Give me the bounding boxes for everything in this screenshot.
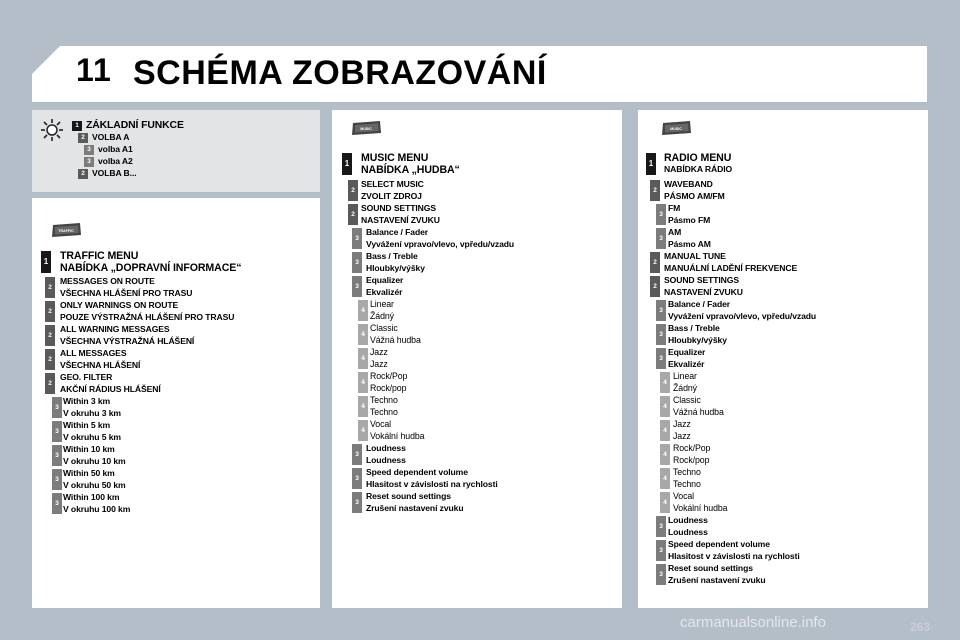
- traffic-button-icon: [50, 222, 82, 238]
- level-badge: 2: [650, 180, 660, 201]
- traffic-icon-label: TRAFFIC: [58, 229, 74, 233]
- menu-item-line1: SOUND SETTINGS: [361, 203, 436, 213]
- level-badge: 3: [352, 276, 362, 297]
- menu-item-line2: NASTAVENÍ ZVUKU: [361, 214, 440, 225]
- menu-item-line1: Linear: [673, 371, 697, 381]
- menu-item-line2: NASTAVENÍ ZVUKU: [664, 286, 743, 297]
- menu-item-line2: Hloubky/výšky: [366, 262, 425, 273]
- menu-item-line1: ALL WARNING MESSAGES: [60, 324, 170, 334]
- menu-item-line1: Equalizer: [668, 347, 706, 357]
- menu-item-line1: Classic: [673, 395, 701, 405]
- menu-item-line1: Jazz: [370, 347, 388, 357]
- menu-item-line1: Bass / Treble: [668, 323, 720, 333]
- level-badge: 3: [656, 564, 666, 585]
- level-badge: 3: [656, 228, 666, 249]
- menu-item-line1: Within 3 km: [63, 396, 111, 406]
- menu-item-line1: FM: [668, 203, 681, 213]
- basic-item: VOLBA B...: [92, 168, 137, 178]
- level-badge: 2: [45, 277, 55, 298]
- menu-subtitle: NABÍDKA „HUDBA“: [361, 164, 460, 176]
- menu-item-line2: VŠECHNA VÝSTRAŽNÁ HLÁŠENÍ: [60, 335, 195, 346]
- menu-item-line1: MESSAGES ON ROUTE: [60, 276, 155, 286]
- menu-item-line1: Within 5 km: [63, 420, 111, 430]
- menu-item-line2: Zrušení nastavení zvuku: [668, 574, 766, 585]
- level-badge: 4: [358, 420, 368, 441]
- menu-item-line1: GEO. FILTER: [60, 372, 113, 382]
- music-icon-label: MUSIC: [360, 127, 372, 131]
- level-badge: 3: [656, 324, 666, 345]
- menu-item-line2: Ekvalizér: [366, 286, 403, 297]
- menu-item-line2: V okruhu 3 km: [63, 407, 121, 418]
- menu-item-line2: V okruhu 5 km: [63, 431, 121, 442]
- menu-item-line2: Vyvážení vpravo/vlevo, vpředu/vzadu: [668, 310, 817, 321]
- menu-item-line1: Equalizer: [366, 275, 404, 285]
- level-badge: 2: [78, 133, 88, 143]
- menu-title: TRAFFIC MENU: [60, 250, 139, 262]
- menu-subtitle: NABÍDKA „DOPRAVNÍ INFORMACE“: [60, 262, 242, 274]
- level-badge: 3: [352, 252, 362, 273]
- menu-item-line2: Hlasitost v závislosti na rychlosti: [668, 550, 800, 561]
- menu-item-line1: Reset sound settings: [668, 563, 753, 573]
- level-badge: 4: [660, 396, 670, 417]
- level-badge: 4: [660, 372, 670, 393]
- level-badge: 1: [646, 153, 656, 175]
- settings-sun-icon: [40, 118, 64, 142]
- level-badge: 3: [52, 397, 62, 418]
- menu-item-line1: Speed dependent volume: [366, 467, 468, 477]
- menu-item-line2: Loudness: [366, 454, 406, 465]
- menu-item-line1: Rock/Pop: [370, 371, 408, 381]
- menu-item-line1: Loudness: [366, 443, 406, 453]
- basic-item: volba A1: [98, 144, 133, 154]
- menu-item-line2: ZVOLIT ZDROJ: [361, 190, 422, 201]
- menu-item-line2: Techno: [673, 478, 701, 489]
- level-badge: 3: [84, 157, 94, 167]
- level-badge: 3: [352, 468, 362, 489]
- level-badge: 3: [656, 300, 666, 321]
- level-badge: 4: [358, 348, 368, 369]
- level-badge: 4: [660, 468, 670, 489]
- basic-item: VOLBA A: [92, 132, 130, 142]
- menu-item-line2: Rock/pop: [673, 454, 710, 465]
- level-badge: 3: [52, 469, 62, 490]
- level-badge: 2: [650, 276, 660, 297]
- level-badge: 2: [45, 325, 55, 346]
- menu-item-line1: Within 50 km: [63, 468, 115, 478]
- level-badge: 2: [348, 180, 358, 201]
- level-badge: 2: [650, 252, 660, 273]
- menu-item-line2: Pásmo FM: [668, 214, 711, 225]
- level-badge: 3: [352, 444, 362, 465]
- level-badge: 1: [342, 153, 352, 175]
- menu-item-line2: AKČNÍ RÁDIUS HLÁŠENÍ: [60, 383, 161, 394]
- level-badge: 4: [660, 492, 670, 513]
- menu-item-line1: Speed dependent volume: [668, 539, 770, 549]
- level-badge: 2: [348, 204, 358, 225]
- level-badge: 3: [656, 516, 666, 537]
- menu-item-line1: Loudness: [668, 515, 708, 525]
- menu-item-line2: Hlasitost v závislosti na rychlosti: [366, 478, 498, 489]
- level-badge: 3: [656, 540, 666, 561]
- menu-item-line1: SOUND SETTINGS: [664, 275, 739, 285]
- menu-item-line2: Hloubky/výšky: [668, 334, 727, 345]
- level-badge: 2: [45, 373, 55, 394]
- menu-item-line2: Žádný: [673, 382, 697, 393]
- menu-item-line1: Within 100 km: [63, 492, 120, 502]
- level-badge: 3: [352, 492, 362, 513]
- chapter-number: 11: [76, 52, 112, 88]
- menu-item-line1: Vocal: [673, 491, 695, 501]
- menu-item-line2: Techno: [370, 406, 398, 417]
- menu-item-line1: MANUAL TUNE: [664, 251, 726, 261]
- menu-item-line1: Jazz: [673, 419, 691, 429]
- menu-item-line1: Techno: [673, 467, 701, 477]
- menu-item-line2: Vokální hudba: [370, 430, 425, 441]
- level-badge: 4: [358, 396, 368, 417]
- menu-item-line2: Vokální hudba: [673, 502, 728, 513]
- menu-item-line1: ONLY WARNINGS ON ROUTE: [60, 300, 179, 310]
- level-badge: 3: [52, 421, 62, 442]
- menu-item-line1: Rock/Pop: [673, 443, 711, 453]
- basic-item: ZÁKLADNÍ FUNKCE: [86, 120, 184, 131]
- radio-button-icon: [660, 120, 692, 136]
- level-badge: 3: [52, 445, 62, 466]
- menu-item-line2: Jazz: [673, 430, 691, 441]
- level-badge: 2: [45, 349, 55, 370]
- menu-item-line2: Vážná hudba: [370, 334, 421, 345]
- menu-item-line1: Linear: [370, 299, 394, 309]
- menu-item-line2: Vážná hudba: [673, 406, 724, 417]
- menu-item-line1: Bass / Treble: [366, 251, 418, 261]
- level-badge: 4: [358, 300, 368, 321]
- menu-item-line2: Rock/pop: [370, 382, 407, 393]
- level-badge: 4: [358, 372, 368, 393]
- level-badge: 3: [352, 228, 362, 249]
- menu-item-line1: Within 10 km: [63, 444, 115, 454]
- menu-item-line1: Reset sound settings: [366, 491, 451, 501]
- menu-item-line2: V okruhu 50 km: [63, 479, 126, 490]
- menu-item-line2: Zrušení nastavení zvuku: [366, 502, 464, 513]
- menu-subtitle: NABÍDKA RÁDIO: [664, 164, 733, 174]
- menu-item-line1: ALL MESSAGES: [60, 348, 127, 358]
- menu-title: RADIO MENU: [664, 152, 732, 164]
- menu-item-line2: Ekvalizér: [668, 358, 705, 369]
- level-badge: 1: [72, 121, 82, 131]
- menu-item-line2: POUZE VÝSTRAŽNÁ HLÁŠENÍ PRO TRASU: [60, 311, 235, 322]
- basic-item: volba A2: [98, 156, 133, 166]
- level-badge: 4: [660, 444, 670, 465]
- level-badge: 2: [45, 301, 55, 322]
- menu-item-line1: Classic: [370, 323, 398, 333]
- menu-item-line2: Žádný: [370, 310, 394, 321]
- menu-item-line2: V okruhu 10 km: [63, 455, 126, 466]
- music-button-icon: [350, 120, 382, 136]
- menu-item-line1: AM: [668, 227, 682, 237]
- menu-item-line1: Balance / Fader: [668, 299, 731, 309]
- page-title: SCHÉMA ZOBRAZOVÁNÍ: [133, 54, 547, 92]
- level-badge: 3: [52, 493, 62, 514]
- menu-item-line2: Loudness: [668, 526, 708, 537]
- level-badge: 3: [656, 348, 666, 369]
- menu-item-line1: Balance / Fader: [366, 227, 429, 237]
- menu-item-line1: Techno: [370, 395, 398, 405]
- watermark: carmanualsonline.info: [680, 614, 826, 631]
- level-badge: 4: [358, 324, 368, 345]
- menu-item-line1: Vocal: [370, 419, 392, 429]
- menu-item-line2: VŠECHNA HLÁŠENÍ PRO TRASU: [60, 287, 193, 298]
- menu-item-line2: PÁSMO AM/FM: [664, 190, 725, 201]
- level-badge: 1: [41, 251, 51, 273]
- level-badge: 2: [78, 169, 88, 179]
- menu-item-line2: Vyvážení vpravo/vlevo, vpředu/vzadu: [366, 238, 515, 249]
- menu-item-line2: V okruhu 100 km: [63, 503, 131, 514]
- menu-item-line2: MANUÁLNÍ LADĚNÍ FREKVENCE: [664, 262, 798, 273]
- menu-item-line2: VŠECHNA HLÁŠENÍ: [60, 359, 141, 370]
- menu-title: MUSIC MENU: [361, 152, 429, 164]
- radio-icon-label: MUSIC: [670, 127, 682, 131]
- menu-item-line2: Jazz: [370, 358, 388, 369]
- page-number: 263: [909, 620, 930, 634]
- menu-item-line1: SELECT MUSIC: [361, 179, 424, 189]
- menu-item-line2: Pásmo AM: [668, 238, 711, 249]
- level-badge: 4: [660, 420, 670, 441]
- level-badge: 3: [84, 145, 94, 155]
- menu-item-line1: WAVEBAND: [664, 179, 713, 189]
- level-badge: 3: [656, 204, 666, 225]
